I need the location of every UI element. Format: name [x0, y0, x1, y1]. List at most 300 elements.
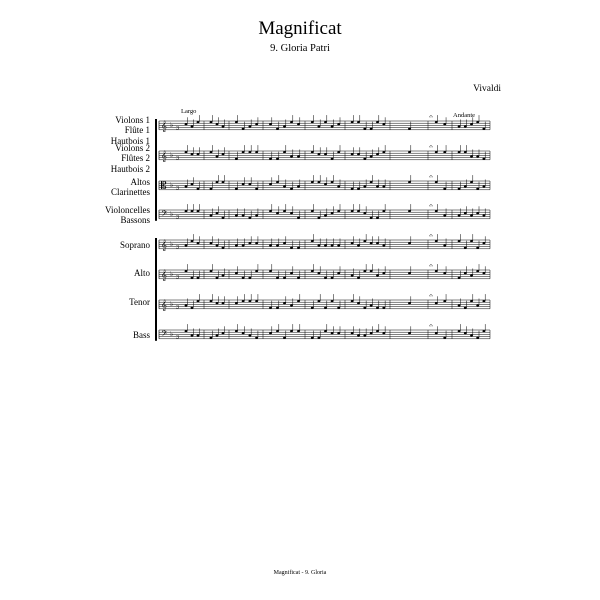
note-head [235, 158, 238, 160]
note-head [216, 212, 219, 214]
note-head [476, 270, 479, 272]
note-head [269, 183, 272, 185]
note-head [222, 181, 225, 183]
note-head [235, 302, 238, 304]
note-head [324, 121, 327, 123]
note-head [222, 274, 225, 276]
note-head [216, 123, 219, 125]
note-head [222, 302, 225, 304]
note-head [255, 242, 258, 244]
note-head [370, 304, 373, 306]
note-head [443, 188, 446, 190]
note-head [483, 214, 486, 216]
tempo-mark-largo: Largo [181, 108, 197, 115]
note-head [458, 151, 461, 153]
note-head [435, 151, 438, 153]
note-head [269, 244, 272, 246]
note-head [185, 151, 188, 153]
note-head [470, 300, 473, 302]
note-head [297, 155, 300, 157]
key-signature-flat-icon: ♭ [170, 270, 174, 278]
note-head [376, 330, 379, 332]
note-head [408, 151, 411, 153]
note-head [408, 272, 411, 274]
note-head [483, 330, 486, 332]
note-head [318, 300, 321, 302]
note-head [324, 153, 327, 155]
note-head [191, 153, 194, 155]
note-head [283, 125, 286, 127]
note-head [357, 210, 360, 212]
note-head [297, 123, 300, 125]
note-head [311, 337, 314, 339]
note-head [210, 214, 213, 216]
note-head [297, 217, 300, 219]
note-head [255, 123, 258, 125]
note-head [283, 337, 286, 339]
note-head [382, 123, 385, 125]
note-head [464, 247, 467, 249]
key-signature-flat-icon: ♭ [170, 121, 174, 129]
note-head [276, 128, 279, 130]
note-head [324, 330, 327, 332]
note-head [235, 244, 238, 246]
note-head [476, 304, 479, 306]
note-head [242, 214, 245, 216]
time-signature-icon: 3 [176, 214, 180, 221]
note-head [222, 332, 225, 334]
note-head [363, 334, 366, 336]
note-head [331, 158, 334, 160]
fermata-icon: 𝄐 [429, 113, 433, 121]
note-head [197, 153, 200, 155]
fermata-icon: 𝄐 [429, 322, 433, 330]
note-head [370, 128, 373, 130]
note-head [363, 185, 366, 187]
note-head [269, 210, 272, 212]
note-head [331, 212, 334, 214]
note-head [476, 121, 479, 123]
staff-label-violons-1: Violons 1 Flûte 1 Hautbois 1 [110, 115, 150, 146]
note-head [248, 125, 251, 127]
note-head [443, 151, 446, 153]
note-head [357, 244, 360, 246]
note-head [363, 270, 366, 272]
note-head [276, 158, 279, 160]
note-head [290, 212, 293, 214]
note-head [351, 300, 354, 302]
note-head [297, 277, 300, 279]
note-head [248, 277, 251, 279]
note-head [318, 272, 321, 274]
note-head [351, 153, 354, 155]
page-footer: Magnificat - 9. Gloria [273, 570, 327, 576]
note-head [408, 302, 411, 304]
note-head [370, 217, 373, 219]
note-head [331, 332, 334, 334]
fermata-icon: 𝄐 [429, 143, 433, 151]
note-head [222, 217, 225, 219]
note-head [216, 302, 219, 304]
note-head [210, 242, 213, 244]
note-head [470, 214, 473, 216]
note-head [470, 334, 473, 336]
note-head [318, 153, 321, 155]
note-head [435, 270, 438, 272]
note-head [331, 277, 334, 279]
note-head [382, 210, 385, 212]
note-head [331, 300, 334, 302]
note-head [210, 270, 213, 272]
note-head [331, 244, 334, 246]
note-head [311, 181, 314, 183]
note-head [351, 188, 354, 190]
note-head [185, 210, 188, 212]
fermata-icon: 𝄐 [429, 262, 433, 270]
note-head [311, 270, 314, 272]
note-head [470, 123, 473, 125]
note-head [318, 125, 321, 127]
note-head [376, 153, 379, 155]
note-head [408, 242, 411, 244]
note-head [458, 304, 461, 306]
note-head [376, 217, 379, 219]
note-head [483, 185, 486, 187]
note-head [331, 181, 334, 183]
note-head [443, 214, 446, 216]
note-head [185, 270, 188, 272]
note-head [376, 185, 379, 187]
note-head [370, 270, 373, 272]
note-head [370, 155, 373, 157]
note-head [476, 247, 479, 249]
note-head [376, 274, 379, 276]
note-head [311, 307, 314, 309]
composer-name: Vivaldi [473, 84, 501, 94]
note-head [458, 214, 461, 216]
note-head [242, 183, 245, 185]
note-head [435, 121, 438, 123]
key-signature-flat-icon: ♭ [170, 210, 174, 218]
note-head [210, 121, 213, 123]
note-head [269, 123, 272, 125]
note-head [185, 244, 188, 246]
note-head [290, 304, 293, 306]
clef-icon: 𝄞 [161, 151, 167, 162]
note-head [197, 210, 200, 212]
note-head [363, 212, 366, 214]
page-title: Magnificat [258, 18, 342, 39]
note-head [255, 188, 258, 190]
note-head [185, 123, 188, 125]
note-head [435, 332, 438, 334]
note-head [337, 185, 340, 187]
note-head [382, 272, 385, 274]
note-head [324, 277, 327, 279]
note-head [370, 332, 373, 334]
tempo-mark-andante: Andante [453, 112, 476, 119]
note-head [324, 307, 327, 309]
note-head [483, 272, 486, 274]
page-subtitle: 9. Gloria Patri [270, 43, 330, 54]
note-head [351, 121, 354, 123]
note-head [376, 307, 379, 309]
note-head [197, 300, 200, 302]
note-head [191, 183, 194, 185]
note-head [382, 332, 385, 334]
note-head [483, 242, 486, 244]
note-head [216, 181, 219, 183]
time-signature-icon: 3 [176, 274, 180, 281]
note-head [311, 121, 314, 123]
clef-icon: 𝄢 [161, 330, 168, 341]
note-head [197, 121, 200, 123]
note-head [248, 151, 251, 153]
fermata-icon: 𝄐 [429, 173, 433, 181]
note-head [242, 300, 245, 302]
note-head [297, 247, 300, 249]
note-head [324, 183, 327, 185]
note-head [408, 210, 411, 212]
time-signature-icon: 3 [176, 334, 180, 341]
note-head [363, 307, 366, 309]
note-head [408, 181, 411, 183]
key-signature-flat-icon: ♭ [170, 181, 174, 189]
staff-label-bass: Bass [132, 330, 150, 340]
note-head [255, 270, 258, 272]
note-head [470, 155, 473, 157]
note-head [408, 332, 411, 334]
time-signature-icon: 3 [176, 185, 180, 192]
note-head [210, 337, 213, 339]
note-head [290, 330, 293, 332]
note-head [222, 247, 225, 249]
staff-label-violons-2: Violons 2 Flûtes 2 Hautbois 2 [110, 143, 150, 174]
key-signature-flat-icon: ♭ [170, 151, 174, 159]
note-head [464, 125, 467, 127]
note-head [311, 151, 314, 153]
note-head [248, 242, 251, 244]
note-head [222, 153, 225, 155]
staff-label-violoncelles: Violoncelles Bassons [105, 205, 150, 226]
note-head [269, 158, 272, 160]
note-head [464, 151, 467, 153]
time-signature-icon: 3 [176, 244, 180, 251]
note-head [337, 244, 340, 246]
note-head [283, 302, 286, 304]
note-head [283, 185, 286, 187]
key-signature-flat-icon: ♭ [170, 330, 174, 338]
note-head [297, 330, 300, 332]
note-head [191, 334, 194, 336]
note-head [210, 188, 213, 190]
note-head [290, 272, 293, 274]
note-head [210, 151, 213, 153]
note-head [185, 185, 188, 187]
note-head [363, 158, 366, 160]
note-head [470, 240, 473, 242]
note-head [290, 188, 293, 190]
note-head [458, 277, 461, 279]
note-head [324, 214, 327, 216]
note-head [363, 240, 366, 242]
note-head [283, 277, 286, 279]
note-head [235, 188, 238, 190]
note-head [276, 277, 279, 279]
note-head [216, 334, 219, 336]
note-head [351, 210, 354, 212]
note-head [470, 181, 473, 183]
note-head [197, 277, 200, 279]
clef-icon: 𝄞 [161, 121, 167, 132]
clef-icon: 𝄢 [161, 210, 168, 221]
staff-label-alto: Alto [133, 268, 150, 278]
note-head [464, 332, 467, 334]
note-head [337, 332, 340, 334]
note-head [443, 272, 446, 274]
note-head [464, 272, 467, 274]
note-head [197, 334, 200, 336]
note-head [276, 307, 279, 309]
note-head [351, 332, 354, 334]
note-head [197, 242, 200, 244]
note-head [216, 277, 219, 279]
time-signature-icon: 3 [176, 304, 180, 311]
note-head [242, 128, 245, 130]
note-head [283, 242, 286, 244]
note-head [351, 242, 354, 244]
note-head [248, 217, 251, 219]
note-head [191, 125, 194, 127]
note-head [216, 155, 219, 157]
note-head [269, 307, 272, 309]
note-head [191, 277, 194, 279]
note-head [382, 151, 385, 153]
note-head [216, 244, 219, 246]
note-head [197, 188, 200, 190]
note-head [476, 188, 479, 190]
note-head [470, 274, 473, 276]
note-head [248, 334, 251, 336]
note-head [464, 212, 467, 214]
note-head [382, 244, 385, 246]
note-head [276, 212, 279, 214]
note-head [242, 277, 245, 279]
note-head [357, 188, 360, 190]
note-head [276, 244, 279, 246]
clef-icon: 𝄞 [161, 270, 167, 281]
note-head [376, 121, 379, 123]
note-head [458, 125, 461, 127]
note-head [458, 188, 461, 190]
note-head [464, 185, 467, 187]
note-head [337, 151, 340, 153]
note-head [363, 128, 366, 130]
note-head [435, 240, 438, 242]
note-head [255, 214, 258, 216]
note-head [324, 244, 327, 246]
note-head [311, 210, 314, 212]
note-head [382, 307, 385, 309]
note-head [242, 332, 245, 334]
note-head [290, 247, 293, 249]
note-head [191, 210, 194, 212]
note-head [191, 240, 194, 242]
note-head [255, 300, 258, 302]
note-head [248, 183, 251, 185]
note-head [408, 128, 411, 130]
note-head [255, 337, 258, 339]
note-head [435, 302, 438, 304]
note-head [443, 123, 446, 125]
clef-icon: 𝄡 [161, 181, 167, 192]
note-head [185, 330, 188, 332]
note-head [242, 244, 245, 246]
note-head [458, 240, 461, 242]
fermata-icon: 𝄐 [429, 292, 433, 300]
note-head [235, 330, 238, 332]
note-head [357, 121, 360, 123]
note-head [476, 212, 479, 214]
note-head [443, 337, 446, 339]
clef-icon: 𝄞 [161, 300, 167, 311]
note-head [337, 272, 340, 274]
note-head [318, 181, 321, 183]
note-head [283, 151, 286, 153]
note-head [276, 330, 279, 332]
note-head [476, 337, 479, 339]
note-head [483, 128, 486, 130]
staff-label-tenor: Tenor [129, 297, 150, 307]
note-head [255, 151, 258, 153]
note-head [476, 155, 479, 157]
note-head [210, 300, 213, 302]
note-head [248, 300, 251, 302]
note-head [483, 158, 486, 160]
note-head [337, 307, 340, 309]
note-head [318, 217, 321, 219]
key-signature-flat-icon: ♭ [170, 240, 174, 248]
clef-icon: 𝄞 [161, 240, 167, 251]
note-head [185, 304, 188, 306]
note-head [242, 151, 245, 153]
note-head [222, 125, 225, 127]
time-signature-icon: 3 [176, 125, 180, 132]
note-head [235, 214, 238, 216]
note-head [337, 123, 340, 125]
note-head [376, 242, 379, 244]
fermata-icon: 𝄐 [429, 202, 433, 210]
note-head [297, 300, 300, 302]
note-head [269, 270, 272, 272]
note-head [435, 210, 438, 212]
note-head [464, 307, 467, 309]
time-signature-icon: 3 [176, 155, 180, 162]
note-head [290, 155, 293, 157]
note-head [435, 181, 438, 183]
note-head [370, 181, 373, 183]
staff-label-soprano: Soprano [120, 240, 150, 250]
staff-label-altos: Altos Clarinettes [111, 177, 150, 198]
note-head [443, 300, 446, 302]
note-head [357, 153, 360, 155]
note-head [357, 334, 360, 336]
note-head [297, 185, 300, 187]
note-head [269, 332, 272, 334]
fermata-icon: 𝄐 [429, 232, 433, 240]
note-head [235, 121, 238, 123]
note-head [191, 307, 194, 309]
